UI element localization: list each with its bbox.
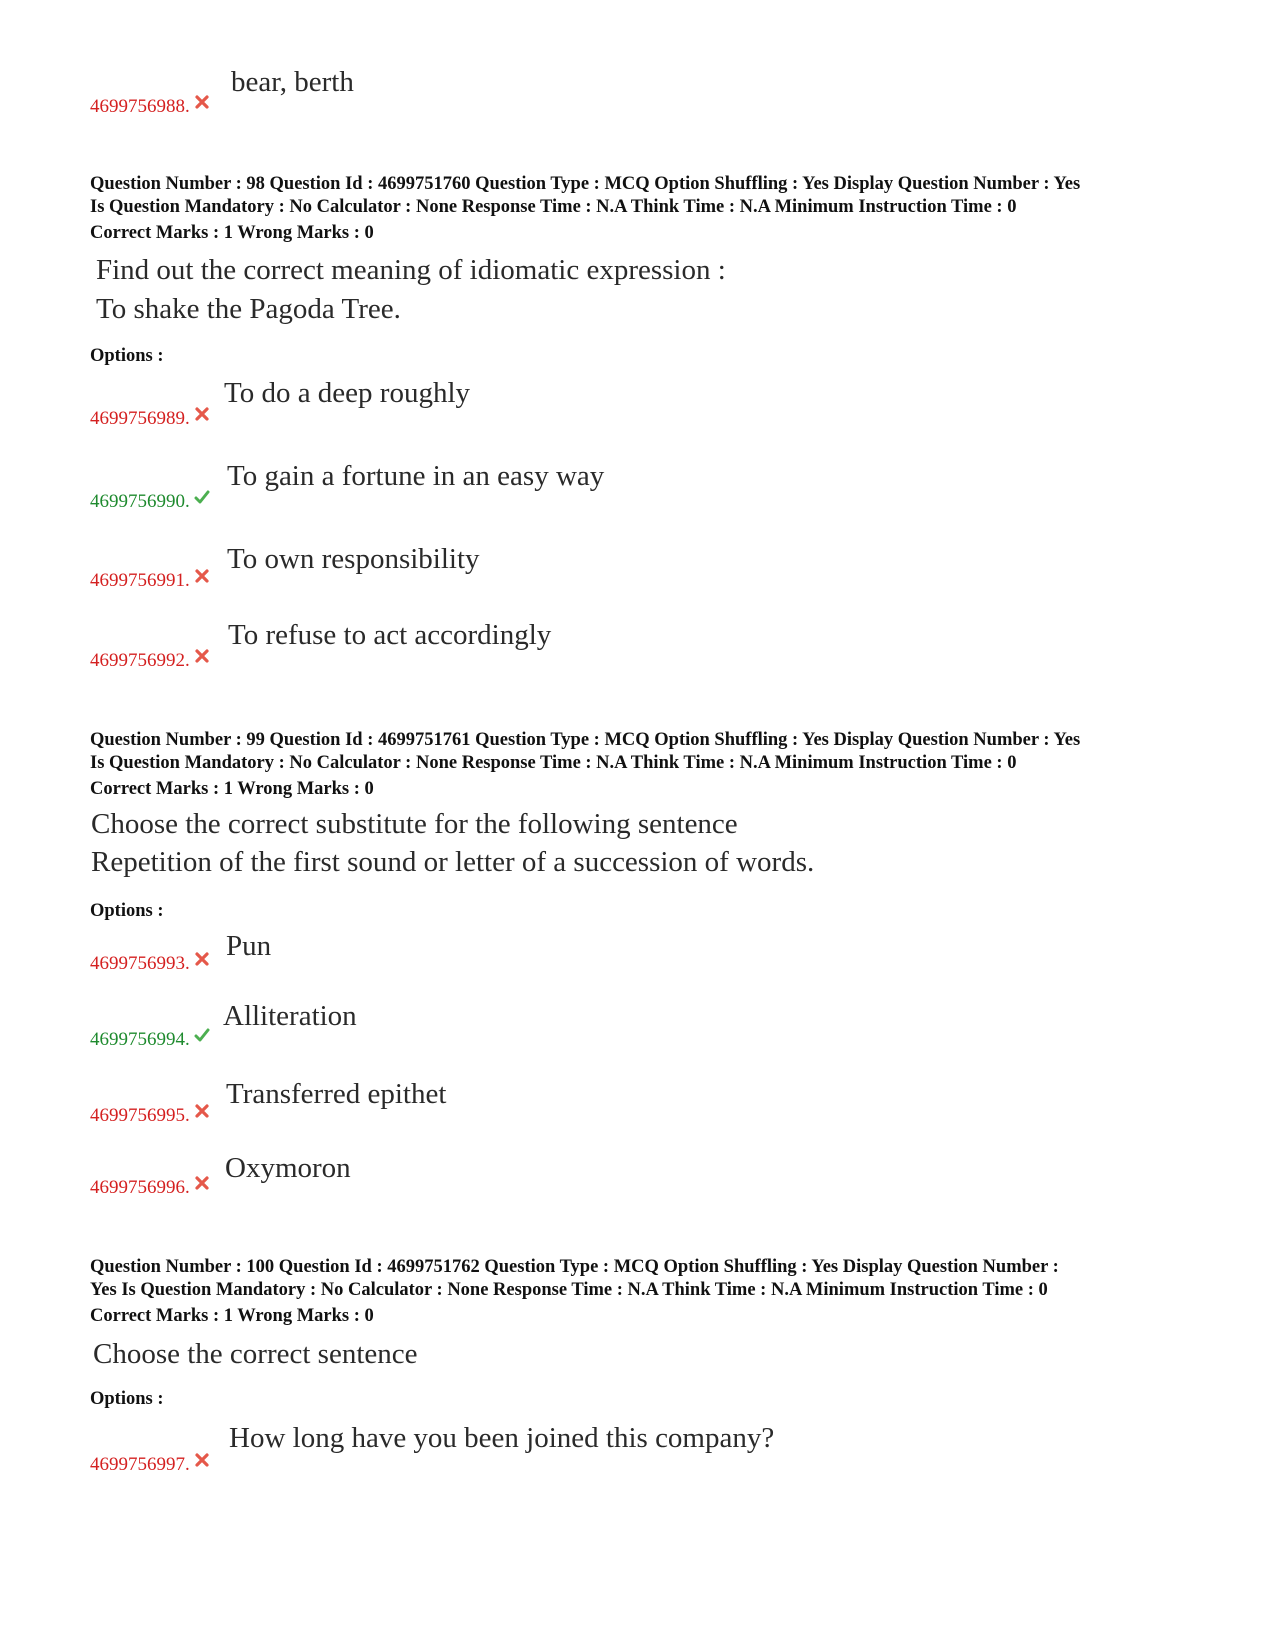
- question-marks: Correct Marks : 1 Wrong Marks : 0: [90, 1306, 374, 1326]
- option-text: Transferred epithet: [226, 1078, 447, 1110]
- checkmark-icon: [194, 1027, 210, 1043]
- cross-icon: [194, 94, 210, 110]
- option-row-id: [90, 951, 210, 973]
- option-row-id: [90, 1175, 210, 1197]
- question-marks: Correct Marks : 1 Wrong Marks : 0: [90, 223, 374, 243]
- cross-icon: [194, 951, 210, 967]
- question-text: To shake the Pagoda Tree.: [96, 293, 401, 325]
- option-id: 4699756994.: [90, 1029, 190, 1050]
- option-row-id: [90, 1103, 210, 1125]
- cross-icon: [194, 1103, 210, 1119]
- option-id: 4699756988.: [90, 96, 190, 117]
- option-text: To gain a fortune in an easy way: [227, 460, 605, 492]
- option-row-id: [90, 406, 210, 428]
- option-row-id: [90, 648, 210, 670]
- cross-icon: [194, 406, 210, 422]
- option-id: 4699756989.: [90, 408, 190, 429]
- option-row-id: [90, 489, 210, 511]
- option-text: How long have you been joined this company?: [229, 1422, 775, 1454]
- question-meta-line: Is Question Mandatory : No Calculator : None Response Time : N.A Think Time : N.A Minimum Instruction Time : 0: [90, 197, 1017, 217]
- options-label: Options :: [90, 346, 164, 366]
- question-text: Choose the correct sentence: [93, 1338, 418, 1370]
- option-row-id: [90, 1027, 210, 1049]
- option-id: 4699756992.: [90, 650, 190, 671]
- cross-icon: [194, 1452, 210, 1468]
- option-text: Oxymoron: [225, 1152, 351, 1184]
- question-text: Find out the correct meaning of idiomatic expression :: [96, 254, 726, 286]
- checkmark-icon: [194, 489, 210, 505]
- cross-icon: [194, 568, 210, 584]
- option-id: 4699756997.: [90, 1454, 190, 1475]
- option-id: 4699756990.: [90, 491, 190, 512]
- option-text: To own responsibility: [227, 543, 480, 575]
- options-label: Options :: [90, 901, 164, 921]
- option-text: To do a deep roughly: [224, 377, 471, 409]
- option-id: 4699756995.: [90, 1105, 190, 1126]
- option-text: Pun: [226, 930, 272, 962]
- question-meta-line: Is Question Mandatory : No Calculator : None Response Time : N.A Think Time : N.A Minimum Instruction Time : 0: [90, 753, 1017, 773]
- option-text: Alliteration: [223, 1000, 357, 1032]
- question-meta-line: Yes Is Question Mandatory : No Calculator : None Response Time : N.A Think Time : N.A Minimum Instruction Time : 0: [90, 1280, 1048, 1300]
- question-meta-line: Question Number : 100 Question Id : 4699751762 Question Type : MCQ Option Shuffling : Yes Display Question Number :: [90, 1257, 1059, 1277]
- question-meta: [90, 1256, 1190, 1302]
- question-marks: Correct Marks : 1 Wrong Marks : 0: [90, 779, 374, 799]
- option-id: 4699756993.: [90, 953, 190, 974]
- option-row-id: [90, 568, 210, 590]
- question-meta: [90, 729, 1190, 775]
- cross-icon: [194, 648, 210, 664]
- option-id: 4699756991.: [90, 570, 190, 591]
- cross-icon: [194, 1175, 210, 1191]
- question-meta: [90, 173, 1190, 219]
- option-row-id: [90, 1452, 210, 1474]
- question-meta-line: Question Number : 99 Question Id : 4699751761 Question Type : MCQ Option Shuffling : Yes Display Question Number : Yes: [90, 730, 1081, 750]
- question-text: Choose the correct substitute for the following sentence: [91, 808, 738, 840]
- question-text: Repetition of the first sound or letter of a succession of words.: [91, 846, 815, 878]
- question-meta-line: Question Number : 98 Question Id : 4699751760 Question Type : MCQ Option Shuffling : Yes Display Question Number : Yes: [90, 174, 1081, 194]
- option-row-id: [90, 94, 210, 116]
- option-text: To refuse to act accordingly: [228, 619, 552, 651]
- option-id: 4699756996.: [90, 1177, 190, 1198]
- option-text: bear, berth: [231, 66, 354, 98]
- options-label: Options :: [90, 1389, 164, 1409]
